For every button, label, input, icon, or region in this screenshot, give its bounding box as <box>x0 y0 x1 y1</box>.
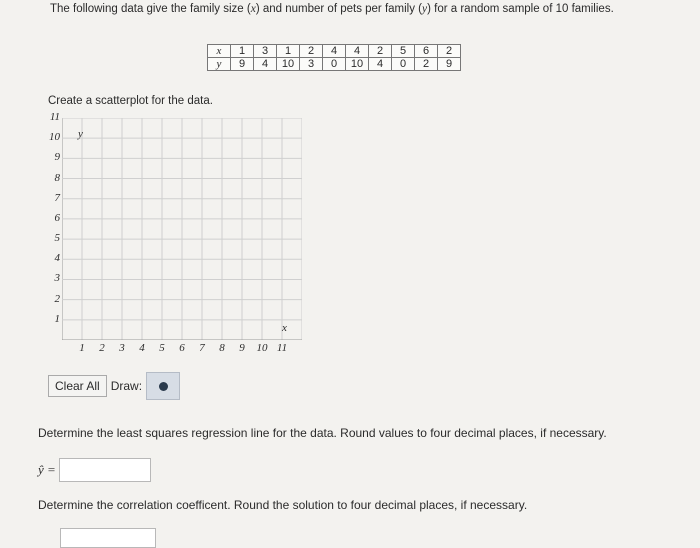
x-tick-label: 4 <box>139 342 145 354</box>
x-tick-label: 1 <box>79 342 85 354</box>
x-cell: 2 <box>438 45 461 58</box>
y-cell: 9 <box>438 58 461 71</box>
intro-text-3: ) for a random sample of 10 families. <box>427 3 614 15</box>
y-cell: 10 <box>346 58 369 71</box>
x-cell: 2 <box>300 45 323 58</box>
yhat-label: ŷ = <box>38 462 56 477</box>
correlation-answer-input[interactable] <box>60 528 156 548</box>
scatterplot-instruction: Create a scatterplot for the data. <box>48 95 213 107</box>
intro-text-2: ) and number of pets per family ( <box>255 3 423 15</box>
y-axis-variable: y <box>78 128 83 140</box>
y-tick-label: 7 <box>54 191 60 204</box>
y-header-cell: y <box>208 58 231 71</box>
y-tick-label: 11 <box>49 111 60 123</box>
draw-label: Draw: <box>110 379 143 393</box>
y-tick-label: 9 <box>54 151 60 164</box>
x-tick-label: 11 <box>276 342 288 354</box>
data-table <box>207 44 461 71</box>
y-cell: 0 <box>323 58 346 71</box>
intro-y-var: y <box>422 3 428 15</box>
y-tick-label: 1 <box>54 312 60 325</box>
x-tick-label: 6 <box>179 342 185 354</box>
dot-tool-button[interactable] <box>146 372 180 400</box>
draw-toolbar <box>48 372 180 400</box>
y-cell: 0 <box>392 58 415 71</box>
y-cell: 3 <box>300 58 323 71</box>
y-tick-label: 5 <box>54 232 60 245</box>
x-header-cell: x <box>208 45 231 58</box>
x-axis-variable: x <box>282 322 287 334</box>
regression-answer-input[interactable] <box>59 458 151 482</box>
x-tick-label: 5 <box>159 342 165 354</box>
x-tick-label: 10 <box>256 342 268 354</box>
x-cell: 2 <box>369 45 392 58</box>
x-cell: 5 <box>392 45 415 58</box>
x-tick-label: 8 <box>219 342 225 354</box>
y-cell: 4 <box>369 58 392 71</box>
x-cell: 4 <box>323 45 346 58</box>
y-cell: 10 <box>277 58 300 71</box>
y-tick-label: 4 <box>54 252 60 265</box>
x-cell: 3 <box>254 45 277 58</box>
scatterplot-grid[interactable] <box>62 118 302 340</box>
x-tick-label: 3 <box>119 342 125 354</box>
y-cell: 2 <box>415 58 438 71</box>
regression-answer-row <box>38 458 151 482</box>
y-tick-label: 3 <box>54 272 60 285</box>
intro-text-1: The following data give the family size ( <box>50 3 251 15</box>
x-tick-label: 7 <box>199 342 205 354</box>
x-cell: 6 <box>415 45 438 58</box>
data-table-y-row <box>208 58 461 71</box>
y-cell: 9 <box>231 58 254 71</box>
y-tick-label: 2 <box>54 292 60 305</box>
data-table-x-row <box>208 45 461 58</box>
x-cell: 1 <box>277 45 300 58</box>
regression-question: Determine the least squares regression line for the data. Round values to four decimal places, if necessary. <box>38 426 607 440</box>
y-cell: 4 <box>254 58 277 71</box>
y-tick-label: 10 <box>49 131 60 144</box>
y-tick-label: 6 <box>54 211 60 224</box>
y-tick-label: 8 <box>54 171 60 184</box>
x-cell: 1 <box>231 45 254 58</box>
x-cell: 4 <box>346 45 369 58</box>
correlation-question: Determine the correlation coefficent. Round the solution to four decimal places, if necessary. <box>38 498 528 512</box>
intro-x-var: x <box>250 3 256 15</box>
problem-intro <box>50 2 650 16</box>
x-tick-label: 2 <box>99 342 105 354</box>
dot-tool-icon <box>159 382 168 391</box>
clear-all-button[interactable]: Clear All <box>48 375 107 397</box>
x-tick-label: 9 <box>239 342 245 354</box>
